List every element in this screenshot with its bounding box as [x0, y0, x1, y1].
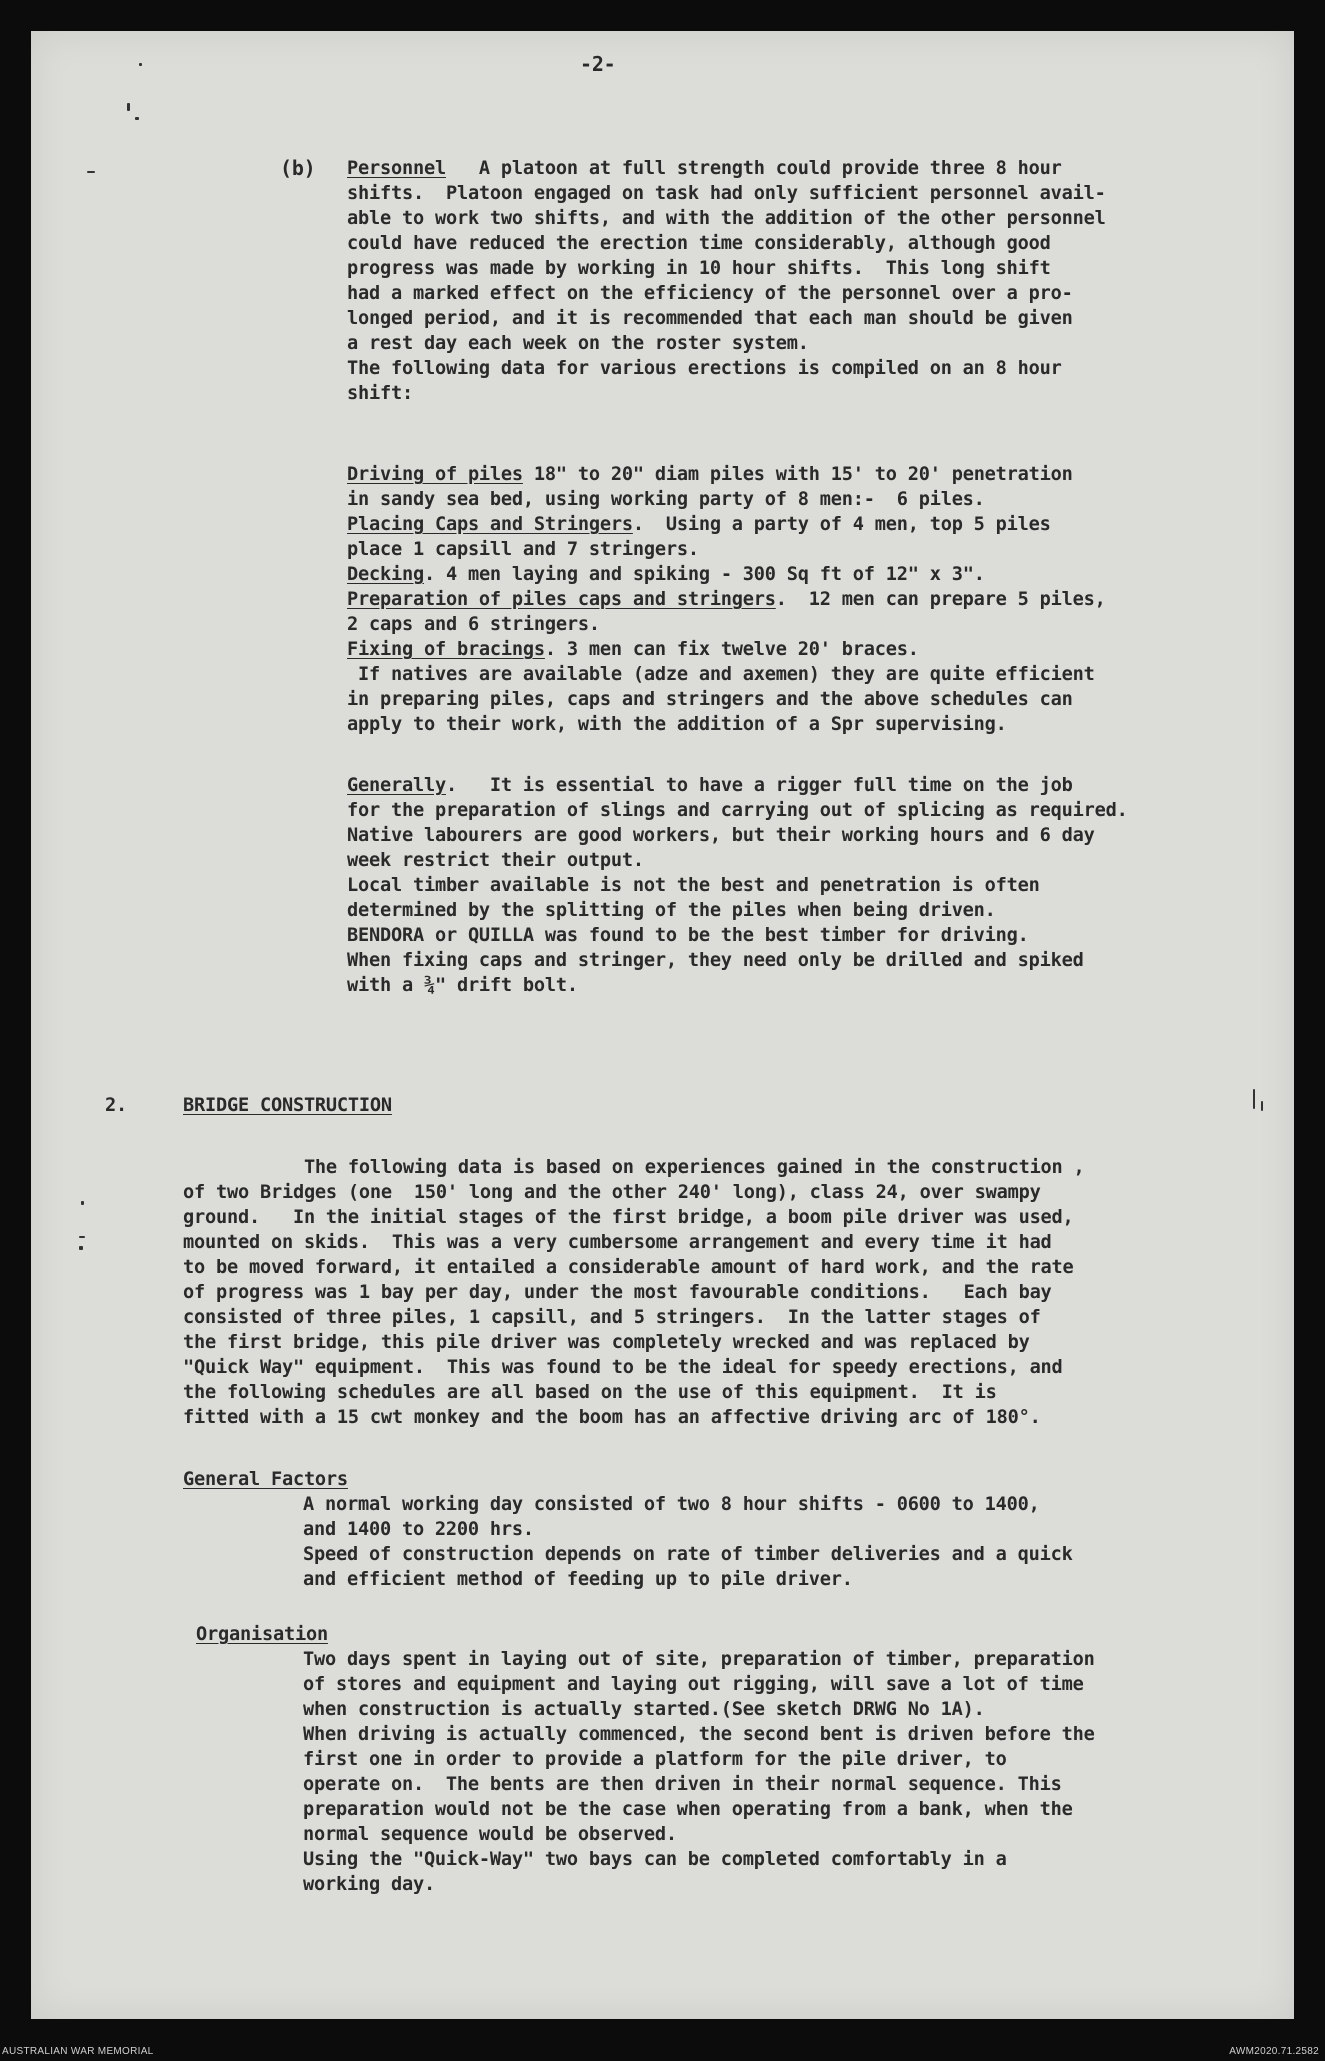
driving-of-piles-heading: Driving of piles — [347, 464, 523, 485]
fixing-bracings-heading: Fixing of bracings — [347, 639, 545, 660]
personnel-paragraph — [347, 156, 1062, 181]
general-factors-heading: General Factors — [183, 1469, 348, 1490]
organisation-line: operate on. The bents are then driven in their normal sequence. This — [303, 1774, 1062, 1795]
generally-line: BENDORA or QUILLA was found to be the best timber for driving. — [347, 925, 1029, 946]
organisation-line: when construction is actually started.(See sketch DRWG No 1A). — [303, 1699, 985, 1720]
pencil-mark — [1253, 1089, 1255, 1109]
organisation-line: first one in order to provide a platform for the pile driver, to — [303, 1749, 1007, 1770]
placing-line: . Using a party of 4 men, top 5 piles — [632, 514, 1051, 535]
driving-line: in sandy sea bed, using working party of 8 men:- 6 piles. — [347, 489, 985, 510]
organisation-line: of stores and equipment and laying out rigging, will save a lot of time — [303, 1674, 1084, 1695]
personnel-line: A platoon at full strength could provide three 8 hour — [445, 158, 1062, 179]
archive-reference: AWM2020.71.2582 — [1229, 2046, 1319, 2057]
organisation-line: Using the "Quick-Way" two bays can be completed comfortably in a — [303, 1849, 1007, 1870]
driving-line: 18" to 20" diam piles with 15' to 20' penetration — [522, 464, 1073, 485]
paper-speck — [135, 117, 139, 120]
section-label-b: (b) — [280, 156, 316, 180]
placing-caps-heading: Placing Caps and Stringers — [347, 514, 633, 535]
bridge-line: the following schedules are all based on the use of this equipment. It is — [183, 1382, 997, 1403]
bridge-line: the first bridge, this pile driver was completely wrecked and was replaced by — [183, 1332, 1030, 1353]
archive-credit: AUSTRALIAN WAR MEMORIAL — [2, 2046, 154, 2057]
generally-line: determined by the splitting of the piles when being driven. — [347, 900, 996, 921]
generally-line: Local timber available is not the best and penetration is often — [347, 875, 1040, 896]
decking-heading: Decking — [347, 564, 424, 585]
natives-line: If natives are available (adze and axemen) they are quite efficient — [347, 664, 1095, 685]
section-number: 2. — [105, 1095, 127, 1116]
decking-item — [347, 562, 985, 587]
paper-speck — [81, 1201, 84, 1205]
paper-speck — [87, 171, 95, 173]
bridge-line: mounted on skids. This was a very cumbersome arrangement and every time it had — [183, 1232, 1052, 1253]
section-title: BRIDGE CONSTRUCTION — [183, 1095, 392, 1116]
preparation-line: . 12 men can prepare 5 piles, — [775, 589, 1106, 610]
bridge-line: "Quick Way" equipment. This was found to be the ideal for speedy erections, and — [183, 1357, 1063, 1378]
organisation-line: When driving is actually commenced, the second bent is driven before the — [303, 1724, 1095, 1745]
general-factors-line: and 1400 to 2200 hrs. — [303, 1519, 534, 1540]
generally-line: When fixing caps and stringer, they need only be drilled and spiked — [347, 950, 1084, 971]
page-number: -2- — [580, 52, 616, 76]
fixing-bracings-item — [347, 637, 919, 662]
generally-line: Native labourers are good workers, but their working hours and 6 day — [347, 825, 1095, 846]
generally-paragraph — [347, 773, 1073, 798]
preparation-line: 2 caps and 6 stringers. — [347, 614, 600, 635]
fixing-line: . 3 men can fix twelve 20' braces. — [544, 639, 919, 660]
personnel-line: a rest day each week on the roster system. — [347, 333, 809, 354]
organisation-line: normal sequence would be observed. — [303, 1824, 677, 1845]
personnel-line: progress was made by working in 10 hour shifts. This long shift — [347, 258, 1051, 279]
paper-speck — [127, 103, 130, 111]
personnel-line: could have reduced the erection time considerably, although good — [347, 233, 1051, 254]
personnel-line: The following data for various erections is compiled on an 8 hour — [347, 358, 1062, 379]
paper-speck — [79, 1246, 83, 1250]
driving-of-piles-item — [347, 462, 1073, 487]
organisation-line: working day. — [303, 1874, 435, 1895]
organisation-line: Two days spent in laying out of site, preparation of timber, preparation — [303, 1649, 1095, 1670]
preparation-heading: Preparation of piles caps and stringers — [347, 589, 776, 610]
placing-caps-item — [347, 512, 1051, 537]
bridge-line: ground. In the initial stages of the first bridge, a boom pile driver was used, — [183, 1207, 1074, 1228]
bridge-line: fitted with a 15 cwt monkey and the boom has an affective driving arc of 180°. — [183, 1407, 1041, 1428]
generally-line: with a ¾" drift bolt. — [347, 975, 578, 996]
personnel-line: able to work two shifts, and with the addition of the other personnel — [347, 208, 1106, 229]
personnel-line: longed period, and it is recommended that each man should be given — [347, 308, 1073, 329]
natives-line: in preparing piles, caps and stringers and the above schedules can — [347, 689, 1073, 710]
organisation-line: preparation would not be the case when operating from a bank, when the — [303, 1799, 1073, 1820]
bridge-line: consisted of three piles, 1 capsill, and 5 stringers. In the latter stages of — [183, 1307, 1041, 1328]
bridge-line: The following data is based on experiences gained in the construction , — [183, 1157, 1085, 1178]
general-factors-line: and efficient method of feeding up to pile driver. — [303, 1569, 853, 1590]
generally-line: for the preparation of slings and carrying out of splicing as required. — [347, 800, 1128, 821]
generally-line: . It is essential to have a rigger full time on the job — [445, 775, 1073, 796]
bridge-line: of two Bridges (one 150' long and the other 240' long), class 24, over swampy — [183, 1182, 1041, 1203]
placing-line: place 1 capsill and 7 stringers. — [347, 539, 699, 560]
personnel-line: shift: — [347, 383, 413, 404]
personnel-line: shifts. Platoon engaged on task had only sufficient personnel avail- — [347, 183, 1106, 204]
bridge-line: of progress was 1 bay per day, under the most favourable conditions. Each bay — [183, 1282, 1052, 1303]
organisation-heading: Organisation — [196, 1624, 328, 1645]
paper-speck — [79, 1236, 85, 1238]
general-factors-line: Speed of construction depends on rate of timber deliveries and a quick — [303, 1544, 1073, 1565]
preparation-item — [347, 587, 1106, 612]
pencil-mark — [1261, 1101, 1263, 1111]
decking-line: . 4 men laying and spiking - 300 Sq ft of 12" x 3". — [423, 564, 985, 585]
personnel-heading: Personnel — [347, 158, 446, 179]
bridge-line: to be moved forward, it entailed a considerable amount of hard work, and the rate — [183, 1257, 1074, 1278]
personnel-line: had a marked effect on the efficiency of the personnel over a pro- — [347, 283, 1073, 304]
generally-line: week restrict their output. — [347, 850, 644, 871]
generally-heading: Generally — [347, 775, 446, 796]
general-factors-line: A normal working day consisted of two 8 hour shifts - 0600 to 1400, — [303, 1494, 1040, 1515]
natives-line: apply to their work, with the addition of a Spr supervising. — [347, 714, 1007, 735]
paper-speck — [139, 63, 142, 66]
